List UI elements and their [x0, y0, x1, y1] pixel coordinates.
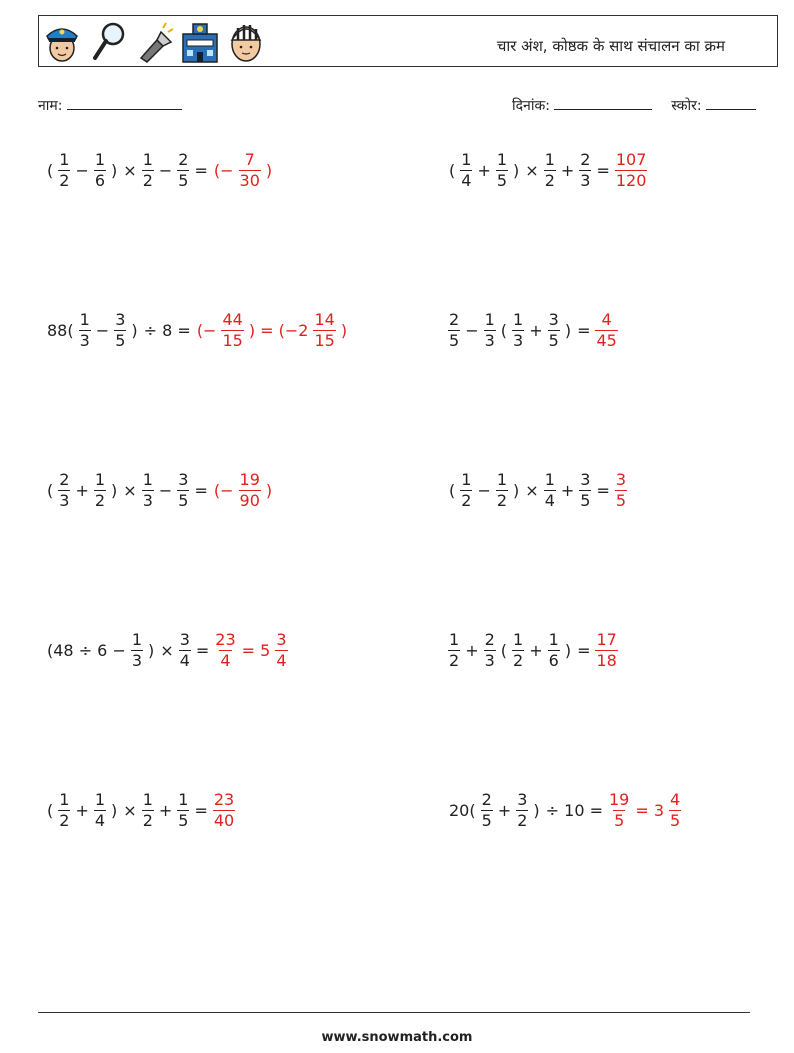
q-text: ( [449, 480, 456, 500]
problem-answer [211, 469, 275, 510]
date-label: दिनांक: [512, 98, 550, 114]
q-text: ( [47, 800, 54, 820]
a-fraction [313, 309, 335, 350]
worksheet-title: चार अंश, कोष्ठक के साथ संचालन का क्रम [496, 37, 725, 55]
denominator: 5 [496, 170, 508, 190]
numerator: 1 [544, 149, 555, 169]
denominator: 5 [614, 810, 625, 830]
numerator: 1 [94, 789, 106, 809]
denominator: 3 [79, 330, 90, 350]
q-text: + [560, 480, 575, 500]
denominator: 45 [596, 330, 617, 350]
numerator: 1 [142, 789, 153, 809]
problem-1 [44, 140, 275, 200]
a-fraction [221, 309, 243, 350]
numerator: 107 [615, 149, 647, 169]
numerator: 1 [131, 629, 143, 649]
denominator: 2 [513, 650, 524, 670]
q-fraction [512, 309, 524, 350]
problem-answer [212, 629, 289, 670]
numerator: 1 [548, 629, 559, 649]
denominator: 3 [131, 650, 143, 670]
q-fraction [579, 149, 591, 190]
q-text: ) [131, 320, 138, 340]
problem-question [44, 469, 211, 510]
q-text: − [95, 320, 110, 340]
problem-answer [606, 789, 683, 830]
denominator: 4 [276, 650, 287, 670]
numerator: 2 [484, 629, 495, 649]
q-fraction [142, 149, 154, 190]
denominator: 5 [615, 490, 627, 510]
a-text: (− [196, 320, 217, 340]
denominator: 6 [548, 650, 559, 670]
a-text: = 3 [635, 800, 665, 820]
q-fraction [94, 469, 106, 510]
q-text: 88( [47, 320, 74, 340]
q-text: = [194, 800, 208, 820]
numerator: 1 [496, 469, 508, 489]
problem-6 [446, 460, 629, 520]
q-text: − [75, 160, 89, 180]
numerator: 1 [59, 149, 70, 169]
q-text: ( [47, 160, 54, 180]
denominator: 2 [449, 650, 460, 670]
problem-9 [44, 780, 237, 840]
q-text: − [158, 480, 173, 500]
numerator: 3 [548, 309, 559, 329]
denominator: 2 [517, 810, 528, 830]
q-text: ) [111, 160, 118, 180]
q-text: = [596, 480, 610, 500]
numerator: 14 [314, 309, 335, 329]
numerator: 44 [222, 309, 243, 329]
q-fraction [142, 469, 154, 510]
footer-divider [38, 1012, 750, 1013]
q-text: − [158, 160, 173, 180]
magnifying-glass-icon [89, 20, 127, 64]
numerator: 4 [601, 309, 612, 329]
header-icons [43, 19, 265, 65]
numerator: 1 [461, 469, 472, 489]
denominator: 4 [220, 650, 231, 670]
q-fraction [484, 629, 496, 670]
q-text: ) [111, 480, 118, 500]
q-fraction [484, 309, 496, 350]
q-text: = [194, 480, 208, 500]
denominator: 3 [513, 330, 524, 350]
problem-10 [446, 780, 683, 840]
a-fraction [213, 789, 235, 830]
q-text: = [577, 640, 591, 660]
numerator: 1 [544, 469, 555, 489]
name-label: नाम: [38, 98, 63, 114]
problem-question [446, 309, 593, 350]
a-fraction [214, 629, 236, 670]
problem-4 [446, 300, 620, 360]
denominator: 5 [115, 330, 126, 350]
q-text: ( [500, 640, 508, 660]
numerator: 1 [513, 629, 524, 649]
numerator: 1 [94, 469, 106, 489]
numerator: 23 [215, 629, 236, 649]
a-fraction [239, 149, 261, 190]
q-text: ) [513, 480, 520, 500]
q-text: ÷ 8 = [143, 320, 191, 340]
a-text: ) = (−2 [248, 320, 309, 340]
denominator: 5 [548, 330, 559, 350]
numerator: 4 [670, 789, 681, 809]
denominator: 2 [59, 170, 70, 190]
q-text: ) [564, 640, 572, 660]
q-fraction [544, 149, 556, 190]
date-blank [554, 95, 652, 110]
q-text: 20( [449, 800, 476, 820]
q-fraction [94, 789, 106, 830]
q-text: − [465, 320, 479, 340]
a-text: ) [265, 160, 273, 180]
denominator: 5 [670, 810, 681, 830]
denominator: 5 [178, 170, 189, 190]
q-text: × [123, 800, 137, 820]
problem-answer [194, 309, 350, 350]
q-fraction [548, 309, 560, 350]
a-fraction [608, 789, 630, 830]
numerator: 19 [608, 789, 630, 809]
numerator: 19 [239, 469, 260, 489]
numerator: 1 [59, 789, 70, 809]
denominator: 3 [484, 650, 495, 670]
denominator: 5 [178, 490, 189, 510]
problem-answer [211, 149, 275, 190]
a-fraction [669, 789, 681, 830]
a-fraction [275, 629, 287, 670]
q-text: × [123, 160, 137, 180]
q-fraction [177, 149, 189, 190]
worksheet-header [38, 15, 778, 67]
denominator: 5 [580, 490, 591, 510]
denominator: 2 [94, 490, 106, 510]
denominator: 4 [94, 810, 106, 830]
denominator: 40 [213, 810, 235, 830]
denominator: 5 [481, 810, 492, 830]
q-fraction [58, 149, 70, 190]
problem-answer [593, 629, 619, 670]
numerator: 7 [244, 149, 255, 169]
q-text: + [158, 800, 173, 820]
denominator: 5 [449, 330, 460, 350]
problem-3 [44, 300, 350, 360]
q-text: ( [449, 160, 456, 180]
q-fraction [177, 469, 189, 510]
problem-question [44, 149, 211, 190]
denominator: 15 [222, 330, 243, 350]
q-text: ( [500, 320, 508, 340]
q-text: = [194, 160, 208, 180]
numerator: 1 [178, 789, 189, 809]
q-fraction [448, 629, 460, 670]
problem-question [446, 789, 606, 830]
name-blank [67, 95, 182, 110]
a-fraction [615, 149, 648, 190]
police-station-icon [181, 20, 219, 64]
q-text: + [75, 800, 89, 820]
q-fraction [79, 309, 91, 350]
a-fraction [239, 469, 261, 510]
q-fraction [460, 149, 472, 190]
denominator: 120 [615, 170, 647, 190]
denominator: 3 [142, 490, 153, 510]
numerator: 2 [449, 309, 460, 329]
a-text: (− [213, 160, 234, 180]
denominator: 6 [94, 170, 106, 190]
q-text: = [577, 320, 591, 340]
q-text: × [525, 480, 539, 500]
q-text: × [123, 480, 137, 500]
q-text: ( [47, 480, 54, 500]
denominator: 18 [596, 650, 617, 670]
numerator: 23 [213, 789, 235, 809]
q-text: ) [111, 800, 118, 820]
a-text: ) [340, 320, 348, 340]
police-officer-icon [43, 20, 81, 64]
q-fraction [114, 309, 126, 350]
problem-2 [446, 140, 649, 200]
numerator: 3 [517, 789, 528, 809]
a-fraction [595, 629, 617, 670]
problem-question [446, 629, 593, 670]
date-score-field [512, 95, 756, 115]
problem-7 [44, 620, 290, 680]
numerator: 1 [142, 469, 153, 489]
numerator: 3 [615, 469, 627, 489]
denominator: 2 [544, 170, 555, 190]
q-text: (48 ÷ 6 − [47, 640, 126, 660]
numerator: 3 [178, 469, 189, 489]
q-text: = [195, 640, 210, 660]
q-fraction [516, 789, 528, 830]
numerator: 2 [178, 149, 189, 169]
denominator: 3 [484, 330, 495, 350]
numerator: 1 [496, 149, 508, 169]
numerator: 2 [481, 789, 492, 809]
q-fraction [579, 469, 591, 510]
score-label: स्कोर: [671, 98, 702, 114]
q-text: + [465, 640, 479, 660]
problem-question [44, 789, 211, 830]
denominator: 5 [178, 810, 189, 830]
numerator: 3 [179, 629, 190, 649]
numerator: 1 [513, 309, 524, 329]
problem-question [44, 309, 194, 350]
q-fraction [496, 149, 508, 190]
q-fraction [481, 789, 493, 830]
problem-8 [446, 620, 620, 680]
q-text: + [560, 160, 575, 180]
q-text: ) [564, 320, 572, 340]
q-text: ) [148, 640, 155, 660]
numerator: 3 [115, 309, 126, 329]
q-text: + [497, 800, 512, 820]
numerator: 3 [580, 469, 591, 489]
q-text: ÷ 10 = [545, 800, 603, 820]
q-fraction [548, 629, 560, 670]
q-text: × [160, 640, 174, 660]
q-fraction [496, 469, 508, 510]
denominator: 2 [59, 810, 70, 830]
denominator: 15 [314, 330, 335, 350]
q-fraction [512, 629, 524, 670]
flashlight-icon [135, 20, 173, 64]
q-fraction [179, 629, 191, 670]
numerator: 1 [79, 309, 90, 329]
numerator: 1 [142, 149, 153, 169]
problem-answer [613, 469, 629, 510]
problem-answer [211, 789, 237, 830]
numerator: 1 [484, 309, 495, 329]
problem-question [446, 149, 613, 190]
a-text: (− [213, 480, 234, 500]
numerator: 1 [449, 629, 460, 649]
q-fraction [460, 469, 472, 510]
numerator: 1 [461, 149, 472, 169]
problem-answer [593, 309, 619, 350]
a-text: ) [265, 480, 273, 500]
q-text: + [529, 320, 543, 340]
denominator: 2 [461, 490, 472, 510]
q-text: − [477, 480, 491, 500]
denominator: 90 [239, 490, 260, 510]
denominator: 3 [580, 170, 591, 190]
q-fraction [177, 789, 189, 830]
denominator: 4 [461, 170, 472, 190]
name-field [38, 95, 182, 115]
problem-question [446, 469, 613, 510]
numerator: 2 [59, 469, 70, 489]
q-text: ) [513, 160, 520, 180]
denominator: 2 [142, 810, 153, 830]
q-text: × [525, 160, 539, 180]
q-text: + [75, 480, 89, 500]
problem-answer [613, 149, 650, 190]
a-fraction [615, 469, 627, 510]
numerator: 17 [596, 629, 617, 649]
numerator: 1 [94, 149, 106, 169]
q-fraction [131, 629, 143, 670]
denominator: 30 [239, 170, 260, 190]
footer-url: www.snowmath.com [321, 1030, 473, 1045]
problem-5 [44, 460, 275, 520]
q-fraction [58, 469, 70, 510]
q-fraction [448, 309, 460, 350]
problem-question [44, 629, 212, 670]
q-fraction [94, 149, 106, 190]
q-fraction [142, 789, 154, 830]
a-fraction [595, 309, 617, 350]
denominator: 2 [496, 490, 508, 510]
numerator: 2 [580, 149, 591, 169]
q-fraction [544, 469, 556, 510]
denominator: 3 [59, 490, 70, 510]
denominator: 4 [544, 490, 555, 510]
score-blank [706, 95, 756, 110]
q-text: ) [533, 800, 540, 820]
denominator: 2 [142, 170, 153, 190]
q-text: + [477, 160, 491, 180]
denominator: 4 [179, 650, 190, 670]
prisoner-icon [227, 20, 265, 64]
q-text: = [596, 160, 610, 180]
q-text: + [529, 640, 543, 660]
a-text: = 5 [241, 640, 271, 660]
q-fraction [58, 789, 70, 830]
numerator: 3 [276, 629, 287, 649]
